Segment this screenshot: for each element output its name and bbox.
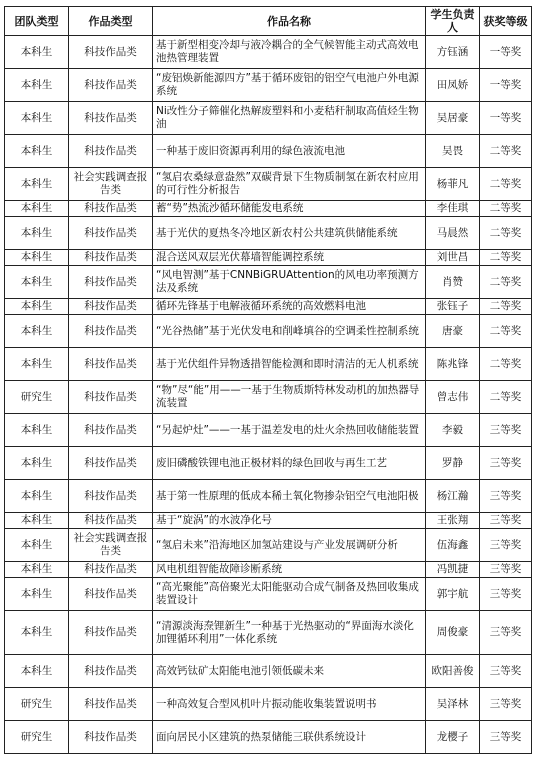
work-type-cell: 科技作品类 [69, 721, 153, 754]
work-name-cell: “清源淡海焘锂新生”一种基于光热驱动的“界面海水淡化加锂循环利用”一体化系统 [153, 611, 426, 655]
award-level-cell: 三等奖 [480, 721, 532, 754]
work-type-cell: 科技作品类 [69, 217, 153, 250]
award-level-cell: 三等奖 [480, 480, 532, 513]
award-level-cell: 二等奖 [480, 250, 532, 266]
table-row [5, 315, 532, 348]
table-row [5, 168, 532, 201]
award-level-cell: 二等奖 [480, 201, 532, 217]
team-type-cell: 研究生 [5, 688, 69, 721]
work-name-cell: 基于光伏组件异物透措智能检测和即时清洁的无人机系统 [153, 348, 426, 381]
award-level-cell: 一等奖 [480, 69, 532, 102]
work-name-cell: “废铝焕新能源四方”基于循环废铝的铝空气电池户外电源系统 [153, 69, 426, 102]
award-level-cell: 三等奖 [480, 611, 532, 655]
team-type-cell: 本科生 [5, 529, 69, 562]
work-name-cell: “物”尽“能”用——一基于生物质斯特林发动机的加热器导流装置 [153, 381, 426, 414]
student-lead-cell: 王张翔 [426, 513, 480, 529]
team-type-cell: 本科生 [5, 348, 69, 381]
table-row [5, 266, 532, 299]
work-type-cell: 科技作品类 [69, 315, 153, 348]
work-type-cell: 科技作品类 [69, 348, 153, 381]
team-type-cell: 本科生 [5, 135, 69, 168]
work-type-cell: 科技作品类 [69, 69, 153, 102]
team-type-cell: 本科生 [5, 414, 69, 447]
work-name-cell: 基于光伏的夏热冬冷地区新农村公共建筑供储能系统 [153, 217, 426, 250]
work-type-cell: 科技作品类 [69, 611, 153, 655]
table-row [5, 578, 532, 611]
student-lead-cell: 陈兆锋 [426, 348, 480, 381]
team-type-cell: 本科生 [5, 611, 69, 655]
work-name-cell: “氢启农桑绿意盎然”双碳背景下生物质制氢在新农村应用的可行性分析报告 [153, 168, 426, 201]
work-name-cell: “高光聚能”高倍聚光太阳能驱动合成气制备及热回收集成装置设计 [153, 578, 426, 611]
work-name-cell: 一种高效复合型风机叶片振动能收集装置说明书 [153, 688, 426, 721]
student-lead-cell: 杨菲凡 [426, 168, 480, 201]
team-type-cell: 本科生 [5, 201, 69, 217]
student-lead-cell: 曾志伟 [426, 381, 480, 414]
award-level-cell: 三等奖 [480, 447, 532, 480]
award-level-cell: 二等奖 [480, 135, 532, 168]
work-name-cell: 废旧磷酸铁锂电池正极材料的绿色回收与再生工艺 [153, 447, 426, 480]
work-type-cell: 科技作品类 [69, 381, 153, 414]
work-name-cell: 混合送风双层光伏幕墙智能调控系统 [153, 250, 426, 266]
student-lead-cell: 吴泽林 [426, 688, 480, 721]
team-type-cell: 研究生 [5, 721, 69, 754]
work-name-cell: 基于第一性原理的低成本稀土氧化物掺杂铝空气电池阳极 [153, 480, 426, 513]
table-row [5, 69, 532, 102]
award-level-cell: 一等奖 [480, 36, 532, 69]
work-type-cell: 科技作品类 [69, 480, 153, 513]
table-row [5, 135, 532, 168]
team-type-cell: 本科生 [5, 562, 69, 578]
header-student-lead: 学生负责人 [426, 7, 480, 36]
table-row [5, 480, 532, 513]
student-lead-cell: 郭宇航 [426, 578, 480, 611]
work-name-cell: “光谷热储”基于光伏发电和削峰填谷的空调柔性控制系统 [153, 315, 426, 348]
team-type-cell: 本科生 [5, 447, 69, 480]
table-row [5, 201, 532, 217]
student-lead-cell: 罗静 [426, 447, 480, 480]
work-name-cell: 基于“旋涡”的水波净化号 [153, 513, 426, 529]
team-type-cell: 本科生 [5, 480, 69, 513]
team-type-cell: 本科生 [5, 266, 69, 299]
award-level-cell: 二等奖 [480, 315, 532, 348]
header-work-name: 作品名称 [153, 7, 426, 36]
work-type-cell: 科技作品类 [69, 655, 153, 688]
work-name-cell: “风电智测”基于CNNBiGRUAttention的风电功率预测方法及系统 [153, 266, 426, 299]
award-level-cell: 二等奖 [480, 348, 532, 381]
award-level-cell: 三等奖 [480, 529, 532, 562]
student-lead-cell: 伍海鑫 [426, 529, 480, 562]
work-type-cell: 科技作品类 [69, 135, 153, 168]
student-lead-cell: 方钰涵 [426, 36, 480, 69]
student-lead-cell: 杨江瀚 [426, 480, 480, 513]
work-name-cell: 循环先锋基于电解液循环系统的高效燃料电池 [153, 299, 426, 315]
table-row [5, 36, 532, 69]
work-name-cell: 风电机组智能故障诊断系统 [153, 562, 426, 578]
table-row [5, 217, 532, 250]
award-level-cell: 二等奖 [480, 299, 532, 315]
award-level-cell: 三等奖 [480, 513, 532, 529]
student-lead-cell: 李佳琪 [426, 201, 480, 217]
student-lead-cell: 龙樱子 [426, 721, 480, 754]
table-row [5, 655, 532, 688]
work-type-cell: 科技作品类 [69, 447, 153, 480]
table-row [5, 299, 532, 315]
awards-table [4, 6, 532, 754]
student-lead-cell: 李毅 [426, 414, 480, 447]
team-type-cell: 本科生 [5, 102, 69, 135]
header-team-type: 团队类型 [5, 7, 69, 36]
team-type-cell: 本科生 [5, 69, 69, 102]
award-level-cell: 二等奖 [480, 381, 532, 414]
work-name-cell: 高效钙钛矿太阳能电池引领低碳未来 [153, 655, 426, 688]
work-name-cell: Ni改性分子筛催化热解废塑料和小麦秸秆制取高值烃生物油 [153, 102, 426, 135]
work-name-cell: “另起炉灶”——一基于温差发电的灶火余热回收储能装置 [153, 414, 426, 447]
header-work-type: 作品类型 [69, 7, 153, 36]
work-type-cell: 科技作品类 [69, 266, 153, 299]
award-level-cell: 三等奖 [480, 688, 532, 721]
work-name-cell: 面向居民小区建筑的热泵储能三联供系统设计 [153, 721, 426, 754]
student-lead-cell: 周俊豪 [426, 611, 480, 655]
student-lead-cell: 刘世昌 [426, 250, 480, 266]
team-type-cell: 研究生 [5, 381, 69, 414]
work-name-cell: 蓄“势”热流沙循环储能发电系统 [153, 201, 426, 217]
work-type-cell: 科技作品类 [69, 562, 153, 578]
table-row [5, 414, 532, 447]
work-type-cell: 科技作品类 [69, 102, 153, 135]
table-row [5, 513, 532, 529]
header-award-level: 获奖等级 [480, 7, 532, 36]
team-type-cell: 本科生 [5, 299, 69, 315]
work-type-cell: 社会实践调查报告类 [69, 529, 153, 562]
table-row [5, 102, 532, 135]
award-level-cell: 二等奖 [480, 266, 532, 299]
team-type-cell: 本科生 [5, 217, 69, 250]
award-level-cell: 三等奖 [480, 578, 532, 611]
award-level-cell: 三等奖 [480, 562, 532, 578]
table-row [5, 447, 532, 480]
student-lead-cell: 马晨然 [426, 217, 480, 250]
table-header [5, 7, 532, 36]
work-name-cell: 一种基于废旧资源再利用的绿色液流电池 [153, 135, 426, 168]
work-type-cell: 科技作品类 [69, 250, 153, 266]
team-type-cell: 本科生 [5, 513, 69, 529]
student-lead-cell: 唐豪 [426, 315, 480, 348]
student-lead-cell: 欧阳善俊 [426, 655, 480, 688]
work-type-cell: 科技作品类 [69, 299, 153, 315]
work-name-cell: “氢启未来”沿海地区加氢站建设与产业发展调研分析 [153, 529, 426, 562]
student-lead-cell: 田凤娇 [426, 69, 480, 102]
work-type-cell: 科技作品类 [69, 414, 153, 447]
student-lead-cell: 吴畏 [426, 135, 480, 168]
table-row [5, 562, 532, 578]
table-row [5, 381, 532, 414]
team-type-cell: 本科生 [5, 168, 69, 201]
award-level-cell: 二等奖 [480, 217, 532, 250]
student-lead-cell: 冯凯捷 [426, 562, 480, 578]
table-row [5, 688, 532, 721]
table-row [5, 721, 532, 754]
work-type-cell: 科技作品类 [69, 578, 153, 611]
team-type-cell: 本科生 [5, 578, 69, 611]
table-row [5, 611, 532, 655]
team-type-cell: 本科生 [5, 36, 69, 69]
award-level-cell: 二等奖 [480, 168, 532, 201]
student-lead-cell: 吴居豪 [426, 102, 480, 135]
work-name-cell: 基于新型相变冷却与液冷耦合的全气候智能主动式高效电池热管理装置 [153, 36, 426, 69]
work-type-cell: 科技作品类 [69, 688, 153, 721]
team-type-cell: 本科生 [5, 250, 69, 266]
table-body [5, 36, 532, 754]
student-lead-cell: 肖赞 [426, 266, 480, 299]
work-type-cell: 科技作品类 [69, 36, 153, 69]
team-type-cell: 本科生 [5, 655, 69, 688]
table-row [5, 348, 532, 381]
work-type-cell: 科技作品类 [69, 201, 153, 217]
table-row [5, 529, 532, 562]
work-type-cell: 科技作品类 [69, 513, 153, 529]
work-type-cell: 社会实践调查报告类 [69, 168, 153, 201]
award-level-cell: 三等奖 [480, 414, 532, 447]
award-level-cell: 三等奖 [480, 655, 532, 688]
table-row [5, 250, 532, 266]
student-lead-cell: 张钰子 [426, 299, 480, 315]
team-type-cell: 本科生 [5, 315, 69, 348]
award-level-cell: 一等奖 [480, 102, 532, 135]
